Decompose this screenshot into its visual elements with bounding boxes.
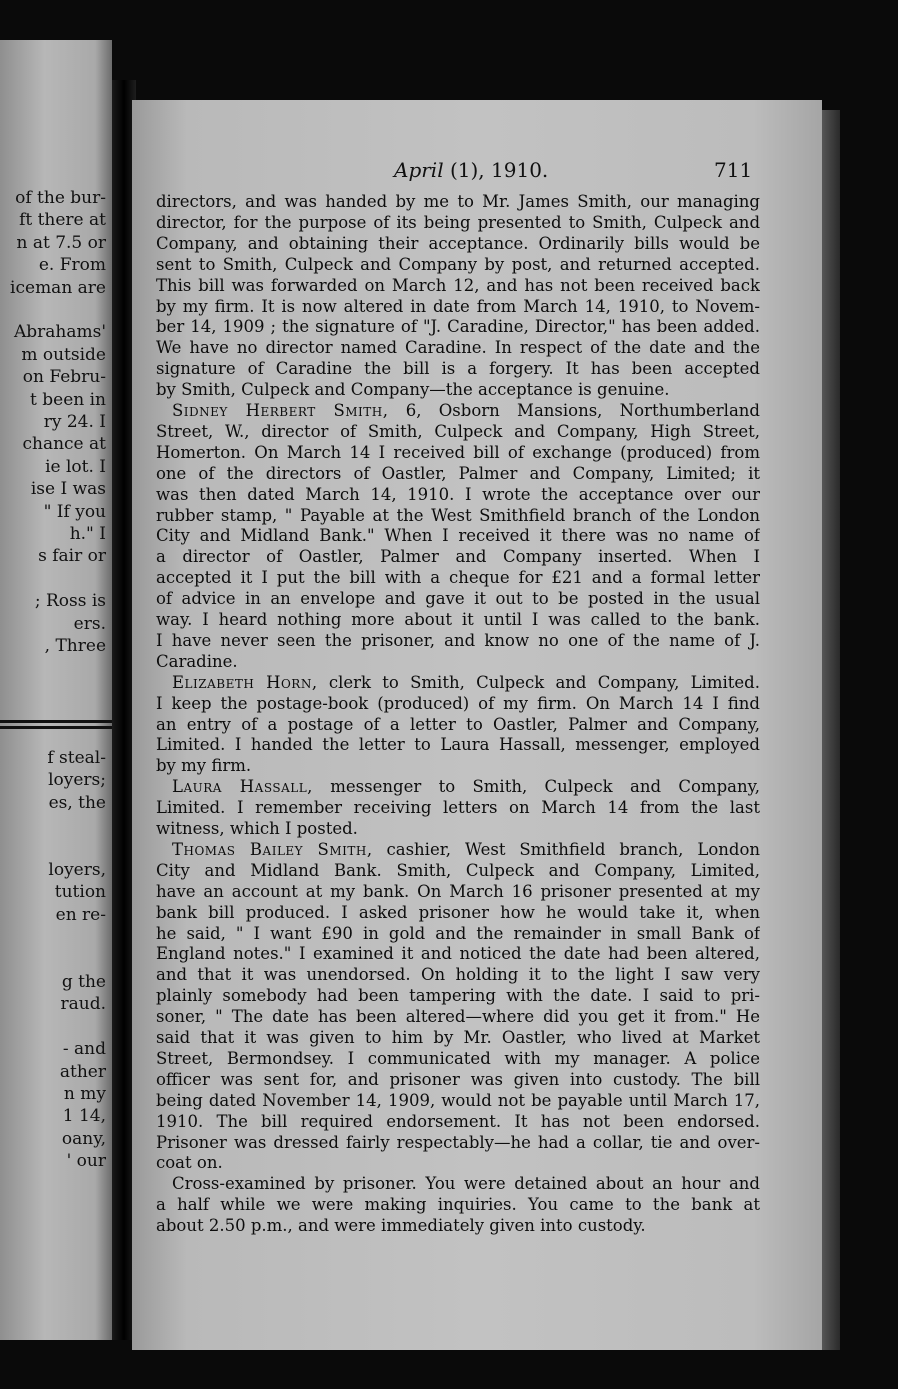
left-page-fragment: - and	[62, 1039, 106, 1060]
line-text: have an account at my bank. On March 16 prisoner presented at my	[156, 881, 760, 901]
line-text: Homerton. On March 14 I received bill of exchange (produced) from	[156, 442, 760, 462]
line-text: I have never seen the prisoner, and know no one of the name of J.	[156, 630, 760, 650]
line-text: bank bill produced. I asked prisoner how he would take it, when	[156, 902, 760, 922]
text-line	[156, 422, 760, 441]
line-text: by Smith, Culpeck and Company—the acceptance is genuine.	[156, 380, 670, 400]
text-line	[156, 1153, 760, 1172]
running-head-date: (1), 1910.	[449, 158, 549, 182]
left-page-fragment: tution	[54, 882, 106, 903]
line-text: and that it was unendorsed. On holding it to the light I saw very	[156, 965, 760, 985]
page-number: 711	[714, 158, 753, 182]
left-page	[0, 40, 112, 1340]
text-line	[156, 380, 760, 399]
line-text: plainly somebody had been tampering with the date. I said to pri-	[156, 986, 760, 1006]
text-line	[156, 944, 760, 963]
line-text: This bill was forwarded on March 12, and has not been received back	[156, 275, 760, 295]
left-page-fragment: ather	[59, 1061, 106, 1082]
left-page-fragment: h." I	[69, 524, 106, 544]
text-line	[156, 924, 760, 943]
left-page-fragment: raud.	[60, 994, 106, 1015]
line-text: We have no director named Caradine. In respect of the date and the	[156, 338, 760, 358]
text-line	[156, 589, 760, 608]
witness-name: Elizabeth Horn,	[172, 672, 318, 692]
line-text: one of the directors of Oastler, Palmer and Company, Limited; it	[156, 463, 760, 483]
text-line	[156, 192, 760, 211]
text-line	[156, 715, 760, 734]
line-text: rubber stamp, " Payable at the West Smithfield branch of the London	[156, 505, 760, 525]
page-edge	[822, 110, 840, 1350]
left-page-fragment: ie lot. I	[45, 456, 106, 477]
line-text: director, for the purpose of its being presented to Smith, Culpeck and	[156, 212, 760, 232]
text-line	[156, 297, 760, 316]
left-page-fragment: ft there at	[19, 210, 106, 231]
line-text: signature of Caradine the bill is a forgery. It has been accepted	[156, 359, 760, 379]
line-text: 6, Osborn Mansions, Northumberland	[388, 401, 760, 420]
text-line	[156, 464, 760, 483]
line-text: said that it was given to him by Mr. Oastler, who lived at Market	[156, 1028, 760, 1047]
line-text: Street, W., director of Smith, Culpeck and Company, High Street,	[156, 421, 760, 441]
line-text: way. I heard nothing more about it until I was called to the bank.	[156, 610, 760, 629]
line-text: being dated November 14, 1909, would not be payable until March 17,	[156, 1090, 760, 1110]
text-line	[156, 317, 760, 336]
text-line	[156, 1070, 760, 1089]
line-text: an entry of a postage of a letter to Oastler, Palmer and Company,	[156, 714, 760, 734]
witness-name: Thomas Bailey Smith,	[172, 839, 373, 859]
left-page-fragment: 1 14,	[62, 1106, 106, 1127]
left-page-fragment: ise I was	[30, 479, 106, 500]
text-line	[156, 213, 760, 232]
line-text: witness, which I posted.	[156, 819, 358, 838]
text-line	[156, 610, 760, 629]
text-line	[156, 1112, 760, 1131]
page-header	[132, 158, 822, 184]
left-page-fragment: chance at	[22, 434, 106, 455]
line-text: I keep the postage-book (produced) of my firm. On March 14 I find	[156, 693, 760, 713]
line-text: coat on.	[156, 1153, 223, 1173]
text-line	[172, 673, 760, 692]
line-text: about 2.50 p.m., and were immediately given into custody.	[156, 1216, 646, 1236]
text-line	[156, 506, 760, 525]
text-line	[156, 568, 760, 587]
line-text: Company, and obtaining their acceptance. Ordinarily bills would be	[156, 233, 760, 253]
left-page-fragment: loyers,	[48, 860, 106, 880]
left-page-rule-2	[0, 726, 112, 729]
line-text: by my firm.	[156, 756, 252, 776]
left-page-fragment: oany,	[61, 1128, 106, 1149]
text-line	[156, 798, 760, 817]
line-text: Caradine.	[156, 651, 238, 671]
left-page-fragment: s fair or	[38, 546, 106, 567]
left-page-fragment: Abrahams'	[13, 322, 106, 343]
line-text: 1910. The bill required endorsement. It has not been endorsed.	[156, 1111, 760, 1131]
line-text: clerk to Smith, Culpeck and Company, Limited.	[317, 672, 760, 692]
text-line	[156, 1216, 760, 1235]
text-line	[172, 777, 760, 796]
line-text: City and Midland Bank. Smith, Culpeck and Company, Limited,	[156, 860, 760, 880]
text-line	[156, 1028, 760, 1047]
text-line	[156, 234, 760, 253]
text-line	[156, 819, 760, 838]
running-head-month: April	[394, 158, 444, 182]
left-page-fragment: g the	[61, 972, 106, 992]
line-text: by my firm. It is now altered in date from March 14, 1910, to Novem-	[156, 296, 760, 316]
line-text: Street, Bermondsey. I communicated with my manager. A police	[156, 1048, 760, 1068]
line-text: was then dated March 14, 1910. I wrote the acceptance over our	[156, 484, 760, 504]
text-line	[156, 1195, 760, 1214]
text-line	[156, 903, 760, 922]
text-line	[156, 735, 760, 754]
line-text: Cross-examined by prisoner. You were detained about an hour and	[172, 1174, 760, 1194]
text-line	[156, 986, 760, 1005]
text-line	[156, 359, 760, 378]
text-line	[156, 861, 760, 880]
text-line	[156, 631, 760, 650]
text-line	[156, 1133, 760, 1152]
left-page-fragment: ry 24. I	[43, 412, 106, 432]
running-head	[394, 158, 548, 182]
left-page-fragment: loyers;	[48, 770, 106, 791]
line-text: sent to Smith, Culpeck and Company by post, and returned accepted.	[156, 254, 760, 274]
left-page-fragment: e. From	[38, 255, 106, 276]
line-text: a director of Oastler, Palmer and Company inserted. When I	[156, 547, 760, 567]
line-text: cashier, West Smithfield branch, London	[372, 839, 760, 859]
text-line	[156, 1091, 760, 1110]
left-page-fragment: , Three	[44, 636, 106, 656]
line-text: he said, " I want £90 in gold and the remainder in small Bank of	[156, 923, 760, 943]
line-text: City and Midland Bank." When I received it there was no name of	[156, 526, 760, 546]
text-line	[156, 526, 760, 545]
text-line	[156, 443, 760, 462]
line-text: Prisoner was dressed fairly respectably—he had a collar, tie and over-	[156, 1132, 760, 1152]
left-page-fragment: " If you	[43, 501, 106, 522]
witness-name: Laura Hassall,	[172, 777, 313, 797]
left-page-fragment: iceman are	[10, 277, 106, 298]
witness-name: Sidney Herbert Smith,	[172, 401, 389, 420]
left-page-fragment: of the bur-	[15, 188, 106, 208]
line-text: officer was sent for, and prisoner was given into custody. The bill	[156, 1069, 760, 1089]
text-line	[172, 401, 760, 420]
text-line	[156, 1049, 760, 1068]
left-page-fragment: n at 7.5 or	[16, 232, 106, 253]
line-text: messenger to Smith, Culpeck and Company,	[312, 777, 760, 797]
text-line	[156, 338, 760, 357]
text-line	[156, 255, 760, 274]
text-line	[156, 1007, 760, 1026]
text-line	[156, 485, 760, 504]
text-line	[156, 652, 760, 671]
left-page-fragment: m outside	[21, 344, 106, 365]
left-page-fragment: on Febru-	[22, 367, 106, 388]
left-page-fragment: es, the	[48, 792, 106, 813]
text-line	[172, 840, 760, 859]
left-page-fragment: en re-	[55, 904, 106, 925]
text-line	[156, 694, 760, 713]
line-text: Limited. I handed the letter to Laura Hassall, messenger, employed	[156, 735, 760, 755]
text-line	[172, 1174, 760, 1193]
text-line	[156, 276, 760, 295]
line-text: accepted it I put the bill with a cheque for £21 and a formal letter	[156, 568, 760, 588]
text-line	[156, 756, 760, 775]
text-line	[156, 965, 760, 984]
text-line	[156, 882, 760, 901]
left-page-fragment: f steal-	[47, 748, 106, 768]
line-text: England notes." I examined it and noticed the date had been altered,	[156, 944, 760, 964]
left-page-fragment: ers.	[73, 613, 106, 634]
text-line	[156, 547, 760, 566]
line-text: ber 14, 1909 ; the signature of "J. Caradine, Director," has been added.	[156, 317, 760, 337]
left-page-rule	[0, 720, 112, 723]
line-text: Limited. I remember receiving letters on March 14 from the last	[156, 798, 760, 818]
line-text: a half while we were making inquiries. You came to the bank at	[156, 1195, 760, 1215]
line-text: of advice in an envelope and gave it out to be posted in the usual	[156, 589, 760, 609]
left-page-fragment: ; Ross is	[34, 591, 106, 612]
line-text: soner, " The date has been altered—where did you get it from." He	[156, 1007, 760, 1027]
left-page-fragment: t been in	[30, 389, 106, 410]
left-page-fragment: ' our	[66, 1151, 106, 1172]
left-page-fragment: n my	[63, 1084, 106, 1104]
line-text: directors, and was handed by me to Mr. James Smith, our managing	[156, 192, 760, 211]
